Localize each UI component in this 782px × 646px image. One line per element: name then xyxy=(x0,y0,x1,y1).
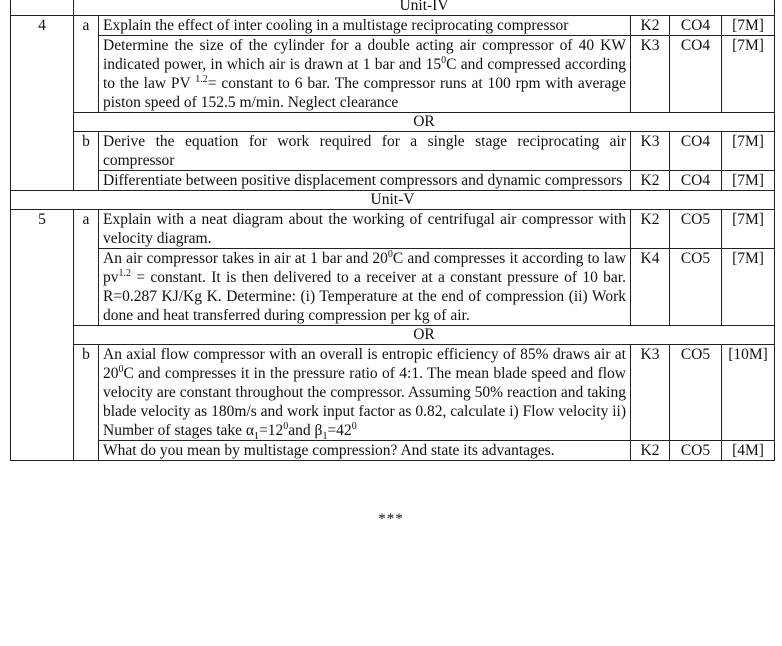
blank-cell xyxy=(11,0,74,16)
question-row xyxy=(11,210,775,249)
marks: [7M] xyxy=(722,132,775,171)
course-outcome: CO5 xyxy=(670,210,722,249)
course-outcome: CO5 xyxy=(670,345,722,441)
course-outcome: CO4 xyxy=(670,171,722,191)
knowledge-level: K4 xyxy=(631,249,670,326)
question-row xyxy=(11,171,775,191)
knowledge-level: K3 xyxy=(631,345,670,441)
marks: [7M] xyxy=(722,36,775,113)
course-outcome: CO4 xyxy=(670,36,722,113)
question-text: Differentiate between positive displacement compressors and dynamic compressors xyxy=(99,171,631,191)
knowledge-level: K2 xyxy=(631,171,670,191)
course-outcome: CO4 xyxy=(670,16,722,36)
part-label-b: b xyxy=(74,345,99,461)
question-row xyxy=(11,441,775,461)
question-text: Determine the size of the cylinder for a double acting air compressor of 40 KW indicated power, in which air is drawn at 1 bar and $15^0C$ and compressed according to the law PV $^{1.2}$= constant to 6 bar. The compressor runs at 100 rpm with average piston speed of 152.5 m/min. Neglect clearance xyxy=(99,36,631,113)
or-row xyxy=(11,113,775,132)
question-table xyxy=(10,0,775,461)
question-text: Explain with a neat diagram about the working of centrifugal air compressor with velocity diagram. xyxy=(99,210,631,249)
course-outcome: CO4 xyxy=(670,132,722,171)
end-of-paper-mark: *** xyxy=(378,511,404,527)
question-number: 4 xyxy=(11,16,74,191)
question-number: 5 xyxy=(11,210,74,461)
or-row xyxy=(11,326,775,345)
question-text: What do you mean by multistage compression? And state its advantages. xyxy=(99,441,631,461)
knowledge-level: K3 xyxy=(631,132,670,171)
course-outcome: CO5 xyxy=(670,249,722,326)
marks: [10M] xyxy=(722,345,775,441)
part-label-a: a xyxy=(74,16,99,113)
marks: [7M] xyxy=(722,210,775,249)
unit-iv-heading: Unit-IV xyxy=(74,0,775,16)
knowledge-level: K3 xyxy=(631,36,670,113)
knowledge-level: K2 xyxy=(631,210,670,249)
question-row xyxy=(11,132,775,171)
part-label-a: a xyxy=(74,210,99,326)
course-outcome: CO5 xyxy=(670,441,722,461)
marks: [7M] xyxy=(722,171,775,191)
question-row xyxy=(11,249,775,326)
question-row xyxy=(11,36,775,113)
marks: [7M] xyxy=(722,16,775,36)
marks: [4M] xyxy=(722,441,775,461)
knowledge-level: K2 xyxy=(631,16,670,36)
marks: [7M] xyxy=(722,249,775,326)
unit-heading-row xyxy=(11,191,775,210)
question-row xyxy=(11,345,775,441)
question-text: An air compressor takes in air at 1 bar and $20^0C$ and compresses it according to law $pv^{1.2}$ = constant. It is then delivered to a receiver at a constant pressure of 10 bar. R=0.287 KJ/Kg K. Determine: (i) Temperature at the end of compression (ii) Work done and heat transferred during compression per kg of air. xyxy=(99,249,631,326)
knowledge-level: K2 xyxy=(631,441,670,461)
unit-v-heading: Unit-V xyxy=(11,191,775,210)
question-row xyxy=(11,16,775,36)
part-label-b: b xyxy=(74,132,99,191)
question-paper-sheet xyxy=(10,0,774,461)
unit-heading-row xyxy=(11,0,775,16)
question-text: Explain the effect of inter cooling in a multistage reciprocating compressor xyxy=(99,16,631,36)
or-divider: OR xyxy=(74,113,775,132)
question-text: Derive the equation for work required for a single stage reciprocating air compressor xyxy=(99,132,631,171)
or-divider: OR xyxy=(74,326,775,345)
question-text: An axial flow compressor with an overall is entropic efficiency of 85% draws air at $20^0C$ and compresses it in the pressure ratio of 4:1. The mean blade speed and flow velocity are constant throughout the compressor. Assuming 50% reaction and taking blade velocity as 180m/s and work input factor as 0.82, calculate i) Flow velocity ii) Number of stages take $\alpha_1=12^0and$ $\beta_1=42^0$ xyxy=(99,345,631,441)
